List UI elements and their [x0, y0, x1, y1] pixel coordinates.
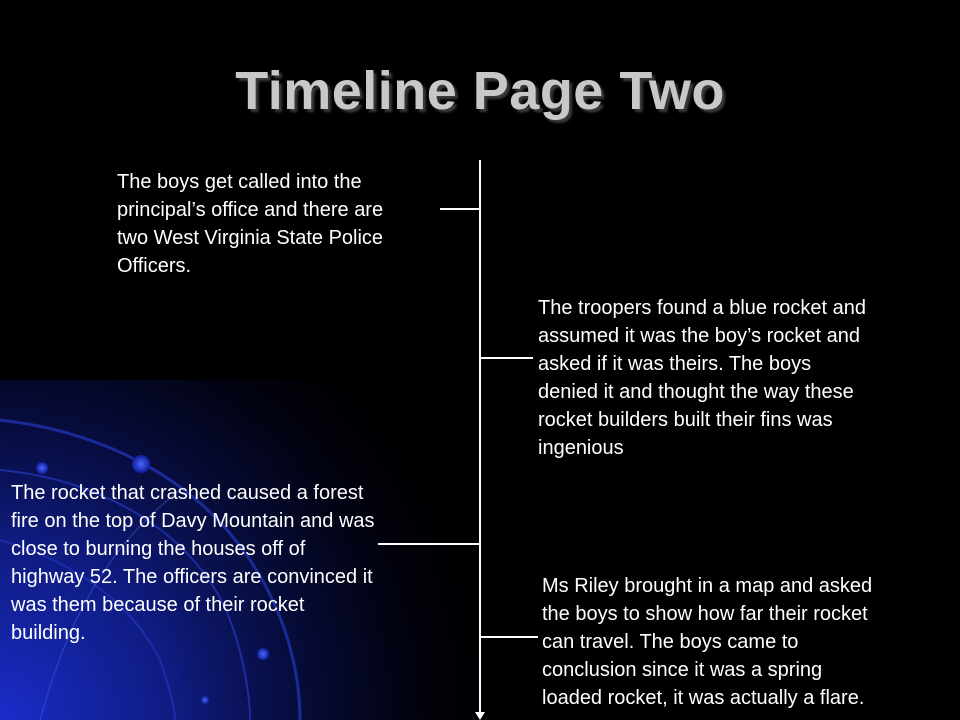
timeline-event-text: The boys get called into the principal’s office and there are two West Virginia State Police Officers.: [117, 171, 384, 277]
timeline-event-text: The rocket that crashed caused a forest fire on the top of Davy Mountain and was close to burning the houses off of highway 52. The officers are convinced it was them because of their rocket building.: [11, 482, 375, 644]
timeline-event-text: The troopers found a blue rocket and assumed it was the boy’s rocket and asked if it was theirs. The boys denied it and thought the way these rocket builders built their fins was ingenious: [538, 297, 866, 459]
timeline-arrow-head: [475, 712, 485, 720]
timeline-event-text: Ms Riley brought in a map and asked the boys to show how far their rocket can travel. The boys came to conclusion since it was a spring loaded rocket, it was actually a flare.: [542, 575, 873, 709]
slide-title: Timeline Page Two: [235, 61, 725, 121]
